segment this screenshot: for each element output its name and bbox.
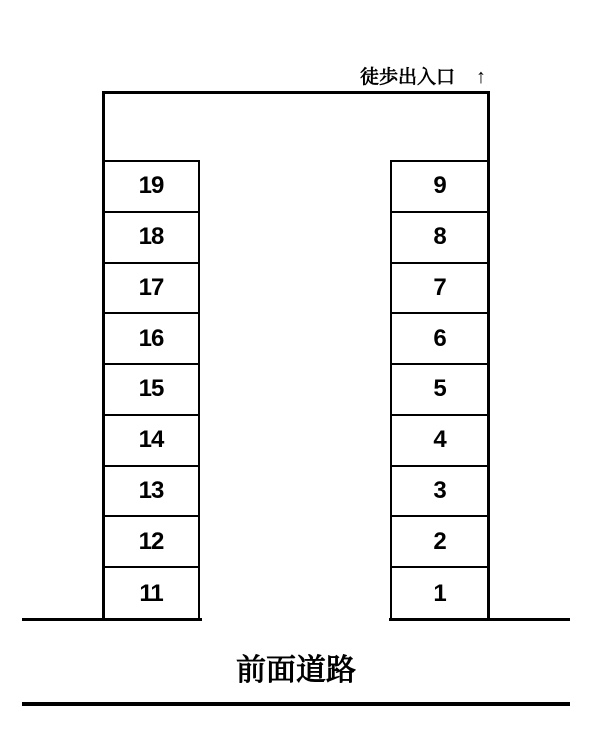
- stall-number: 6: [433, 324, 446, 352]
- stall-column-right: [390, 160, 489, 621]
- stall-number: 4: [433, 426, 446, 454]
- stall-number: 1: [433, 579, 446, 607]
- stall-number: 7: [433, 273, 446, 301]
- stall-number: 15: [138, 375, 164, 403]
- stall-number: 16: [138, 324, 164, 352]
- front-road-label: 前面道路: [236, 654, 356, 687]
- stall-number: 9: [433, 172, 446, 200]
- boundary-line-right: [389, 618, 570, 621]
- stall-number: 18: [138, 223, 164, 251]
- stall-number: 14: [138, 426, 164, 454]
- stall-number: 17: [138, 273, 164, 301]
- parking-stall: [392, 517, 487, 568]
- stall-number: 13: [138, 477, 164, 505]
- pedestrian-entrance-text: 徒歩出入口: [360, 67, 456, 88]
- stall-number: 3: [433, 477, 446, 505]
- stall-number: 12: [138, 527, 164, 555]
- stall-number: 11: [139, 579, 163, 607]
- parking-stall: [104, 467, 198, 518]
- stall-number: 19: [138, 172, 164, 200]
- parking-stall: [104, 517, 198, 568]
- parking-stall: [392, 365, 487, 416]
- parking-stall: [104, 162, 198, 213]
- boundary-line-left: [22, 618, 202, 621]
- parking-stall: [392, 568, 487, 619]
- parking-stall: [392, 264, 487, 315]
- parking-stall: [392, 467, 487, 518]
- parking-stall: [104, 365, 198, 416]
- stall-column-left: [102, 160, 200, 621]
- up-arrow-icon: ↑: [476, 66, 486, 88]
- parking-stall: [104, 264, 198, 315]
- parking-stall: [392, 314, 487, 365]
- stall-number: 8: [433, 223, 446, 251]
- parking-stall: [104, 314, 198, 365]
- parking-stall: [104, 416, 198, 467]
- road-line: [22, 702, 570, 706]
- pedestrian-entrance-label: [360, 62, 486, 89]
- stall-number: 2: [433, 527, 446, 555]
- parking-stall: [392, 213, 487, 264]
- stall-number: 5: [433, 375, 446, 403]
- parking-stall: [104, 568, 198, 619]
- parking-stall: [392, 416, 487, 467]
- parking-stall: [104, 213, 198, 264]
- parking-stall: [392, 162, 487, 213]
